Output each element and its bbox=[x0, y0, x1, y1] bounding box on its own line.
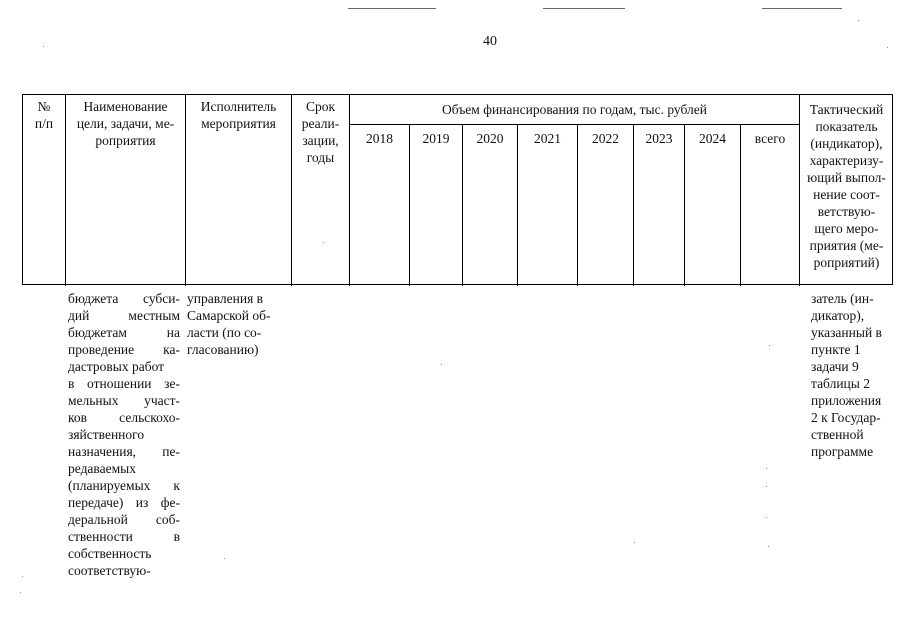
scan-speck bbox=[766, 486, 767, 487]
table-header bbox=[22, 94, 893, 285]
row-indicator-line: 2 к Государ- bbox=[811, 410, 881, 425]
row-name-line: ков сельскохо- bbox=[68, 410, 180, 425]
scan-speck bbox=[766, 468, 767, 469]
row-indicator-line: таблицы 2 bbox=[811, 376, 870, 391]
header-executor: Исполнитель мероприятия bbox=[200, 99, 277, 131]
header-year: 2023 bbox=[645, 131, 673, 146]
row-name-line: бюджетам на bbox=[68, 325, 180, 340]
row-name-line: дий местным bbox=[68, 308, 180, 323]
row-executor-line: гласованию) bbox=[187, 342, 259, 357]
scan-speck bbox=[441, 364, 442, 365]
row-name-line: деральной соб- bbox=[68, 512, 180, 527]
scan-speck bbox=[22, 576, 23, 577]
year-divider bbox=[740, 124, 741, 286]
row-indicator-line: программе bbox=[811, 444, 874, 459]
row-indicator-line: пункте 1 bbox=[811, 342, 861, 357]
scan-speck bbox=[323, 242, 324, 243]
row-name-line: зяйственного bbox=[68, 427, 145, 442]
scan-speck bbox=[769, 345, 770, 346]
year-divider bbox=[684, 124, 685, 286]
scan-speck bbox=[20, 592, 21, 593]
scan-speck bbox=[858, 20, 859, 21]
year-divider bbox=[462, 124, 463, 286]
row-name-line: соответствую- bbox=[68, 563, 151, 578]
row-name-line: проведение ка- bbox=[68, 342, 180, 357]
header-indicator: Тактический показатель (индикатор), характеризу- ющий выпол- нение соот- ветствую- щего меро- приятия (ме- роприятий) bbox=[807, 102, 886, 270]
header-year: 2020 bbox=[476, 131, 504, 146]
scan-rule bbox=[543, 8, 625, 9]
header-year: 2021 bbox=[534, 131, 561, 146]
row-executor-line: управления в bbox=[187, 291, 264, 306]
year-divider bbox=[409, 124, 410, 286]
scan-rule bbox=[348, 8, 436, 9]
page-number: 40 bbox=[483, 34, 497, 49]
year-divider bbox=[577, 124, 578, 286]
row-indicator-line: указанный в bbox=[811, 325, 882, 340]
header-year: 2018 bbox=[366, 131, 393, 146]
row-name-line: редаваемых bbox=[68, 461, 136, 476]
header-name: Наименование цели, задачи, ме- роприятия bbox=[76, 99, 175, 148]
row-indicator-cell bbox=[811, 290, 893, 460]
row-name-line: ственности в bbox=[68, 529, 180, 544]
year-divider bbox=[517, 124, 518, 286]
row-name-cell bbox=[68, 290, 180, 579]
row-name-line: назначения, пе- bbox=[68, 444, 180, 459]
row-name-line: собственность bbox=[68, 546, 152, 561]
header-term: Срок реали- зации, годы bbox=[301, 99, 340, 165]
financing-divider bbox=[349, 124, 799, 125]
row-executor-line: ласти (по со- bbox=[187, 325, 262, 340]
scan-speck bbox=[224, 558, 225, 559]
row-name-line: передаче) из фе- bbox=[68, 495, 180, 510]
year-divider bbox=[633, 124, 634, 286]
row-name-line: дастровых работ bbox=[68, 359, 165, 374]
row-name-line: мельных участ- bbox=[68, 393, 180, 408]
row-indicator-line: приложения bbox=[811, 393, 882, 408]
header-year: 2024 bbox=[699, 131, 726, 146]
header-num: № п/п bbox=[34, 99, 54, 131]
scan-speck bbox=[887, 47, 888, 48]
scan-speck bbox=[766, 517, 767, 518]
row-indicator-line: ственной bbox=[811, 427, 864, 442]
header-year-total: всего bbox=[754, 131, 786, 146]
row-indicator-line: дикатор), bbox=[811, 308, 865, 323]
row-indicator-line: задачи 9 bbox=[811, 359, 859, 374]
row-name-line: бюджета субси- bbox=[68, 291, 180, 306]
scan-rule bbox=[762, 8, 842, 9]
row-executor-cell bbox=[187, 290, 287, 358]
scan-speck bbox=[634, 542, 635, 543]
header-year: 2019 bbox=[422, 131, 450, 146]
row-executor-line: Самарской об- bbox=[187, 308, 271, 323]
scan-speck bbox=[43, 46, 44, 47]
header-year: 2022 bbox=[592, 131, 619, 146]
header-financing: Объем финансирования по годам, тыс. рублей bbox=[442, 102, 707, 117]
scan-speck bbox=[768, 546, 769, 547]
row-name-line: (планируемых к bbox=[68, 478, 180, 493]
row-indicator-line: затель (ин- bbox=[811, 291, 874, 306]
row-name-line: в отношении зе- bbox=[68, 376, 180, 391]
